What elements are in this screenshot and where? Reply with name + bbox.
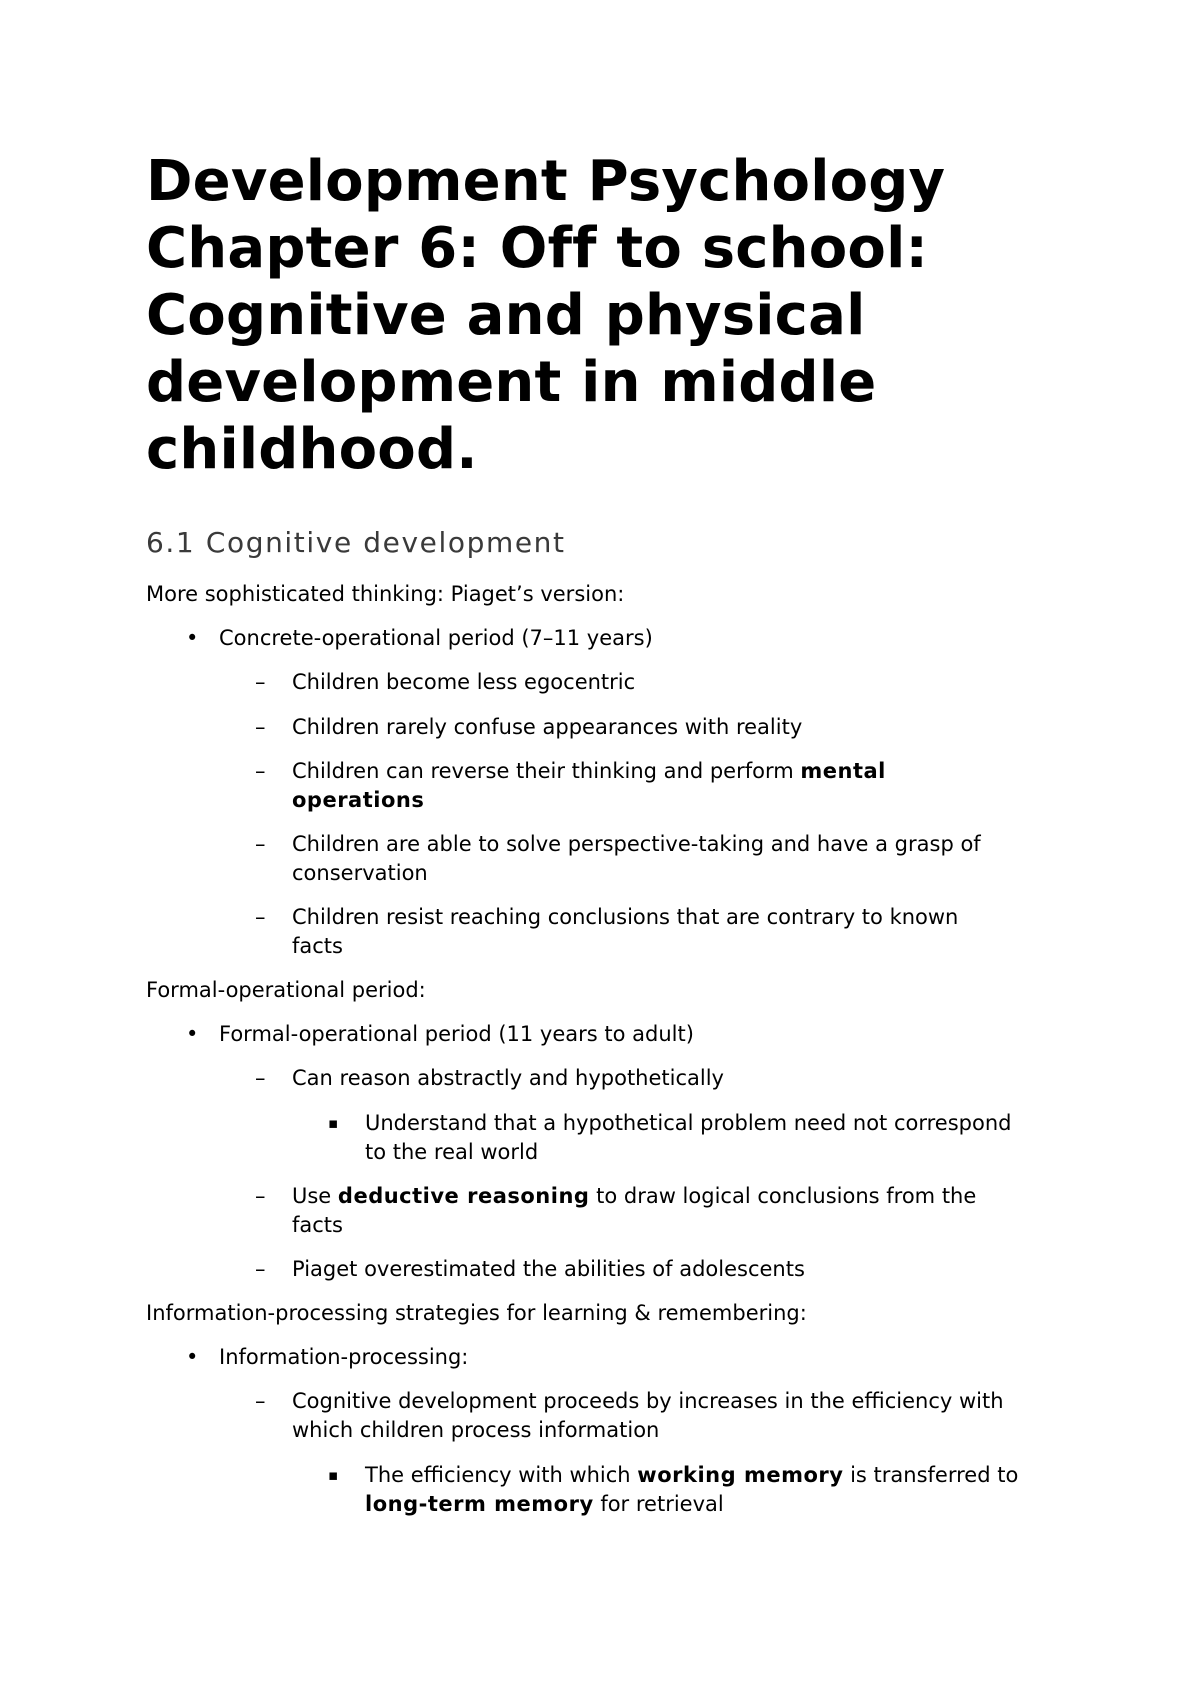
- title-line: Cognitive and physical: [146, 283, 866, 348]
- title-line: development in middle: [146, 350, 877, 415]
- sub-list-item-text: The efficiency with which: [365, 1463, 638, 1487]
- list-item-continuation: [292, 786, 424, 815]
- document-title: [146, 148, 1086, 483]
- list-item: Children resist reaching conclusions that are contrary to known: [292, 905, 959, 929]
- title-line: Chapter 6: Off to school:: [146, 216, 929, 281]
- paragraph: Information-processing strategies for learning & remembering:: [146, 1301, 807, 1325]
- dash-marker: –: [255, 715, 266, 739]
- paragraph: Formal-operational period:: [146, 978, 426, 1002]
- sub-list-item-continuation: [365, 1490, 724, 1519]
- list-item: Piaget overestimated the abilities of adolescents: [292, 1257, 805, 1281]
- bold-term: mental: [800, 759, 886, 783]
- dash-marker: –: [255, 670, 266, 694]
- dash-marker: –: [255, 1257, 266, 1281]
- bold-term: deductive reasoning: [337, 1184, 590, 1208]
- dash-marker: –: [255, 1066, 266, 1090]
- sub-list-item-continuation: to the real world: [365, 1140, 539, 1164]
- list-item: Can reason abstractly and hypothetically: [292, 1066, 724, 1090]
- list-item-text: Use: [292, 1184, 338, 1208]
- sub-list-item-text: for retrieval: [593, 1492, 724, 1516]
- title-line: childhood.: [146, 417, 478, 482]
- bullet-marker: •: [186, 1345, 199, 1369]
- dash-marker: –: [255, 905, 266, 929]
- square-marker: ▪: [328, 1114, 339, 1132]
- bullet-item: Concrete-operational period (7–11 years): [219, 626, 653, 650]
- list-item: Children are able to solve perspective-taking and have a grasp of: [292, 832, 981, 856]
- paragraph: More sophisticated thinking: Piaget’s version:: [146, 582, 625, 606]
- title-line: Development Psychology: [146, 149, 946, 214]
- list-item: Children rarely confuse appearances with reality: [292, 715, 803, 739]
- bold-term: working memory: [637, 1463, 844, 1487]
- bold-term: long-term memory: [365, 1492, 594, 1516]
- bold-term: operations: [292, 788, 425, 812]
- list-item: [292, 1182, 976, 1211]
- list-item: Children become less egocentric: [292, 670, 636, 694]
- bullet-marker: •: [186, 1022, 199, 1046]
- sub-list-item: Understand that a hypothetical problem need not correspond: [365, 1111, 1012, 1135]
- bullet-item: Formal-operational period (11 years to adult): [219, 1022, 694, 1046]
- list-item-continuation: facts: [292, 934, 343, 958]
- sub-list-item: [365, 1461, 1018, 1490]
- list-item-continuation: conservation: [292, 861, 428, 885]
- dash-marker: –: [255, 1184, 266, 1208]
- list-item: Cognitive development proceeds by increases in the efficiency with: [292, 1389, 1004, 1413]
- sub-list-item-text: is transferred to: [843, 1463, 1019, 1487]
- dash-marker: –: [255, 759, 266, 783]
- square-marker: ▪: [328, 1466, 339, 1484]
- list-item-continuation: which children process information: [292, 1418, 660, 1442]
- dash-marker: –: [255, 1389, 266, 1413]
- list-item-text: to draw logical conclusions from the: [589, 1184, 977, 1208]
- bullet-marker: •: [186, 626, 199, 650]
- list-item-text: Children can reverse their thinking and perform: [292, 759, 801, 783]
- list-item-continuation: facts: [292, 1213, 343, 1237]
- dash-marker: –: [255, 832, 266, 856]
- bullet-item: Information-processing:: [219, 1345, 469, 1369]
- section-heading: 6.1 Cognitive development: [146, 526, 566, 559]
- list-item: [292, 757, 886, 786]
